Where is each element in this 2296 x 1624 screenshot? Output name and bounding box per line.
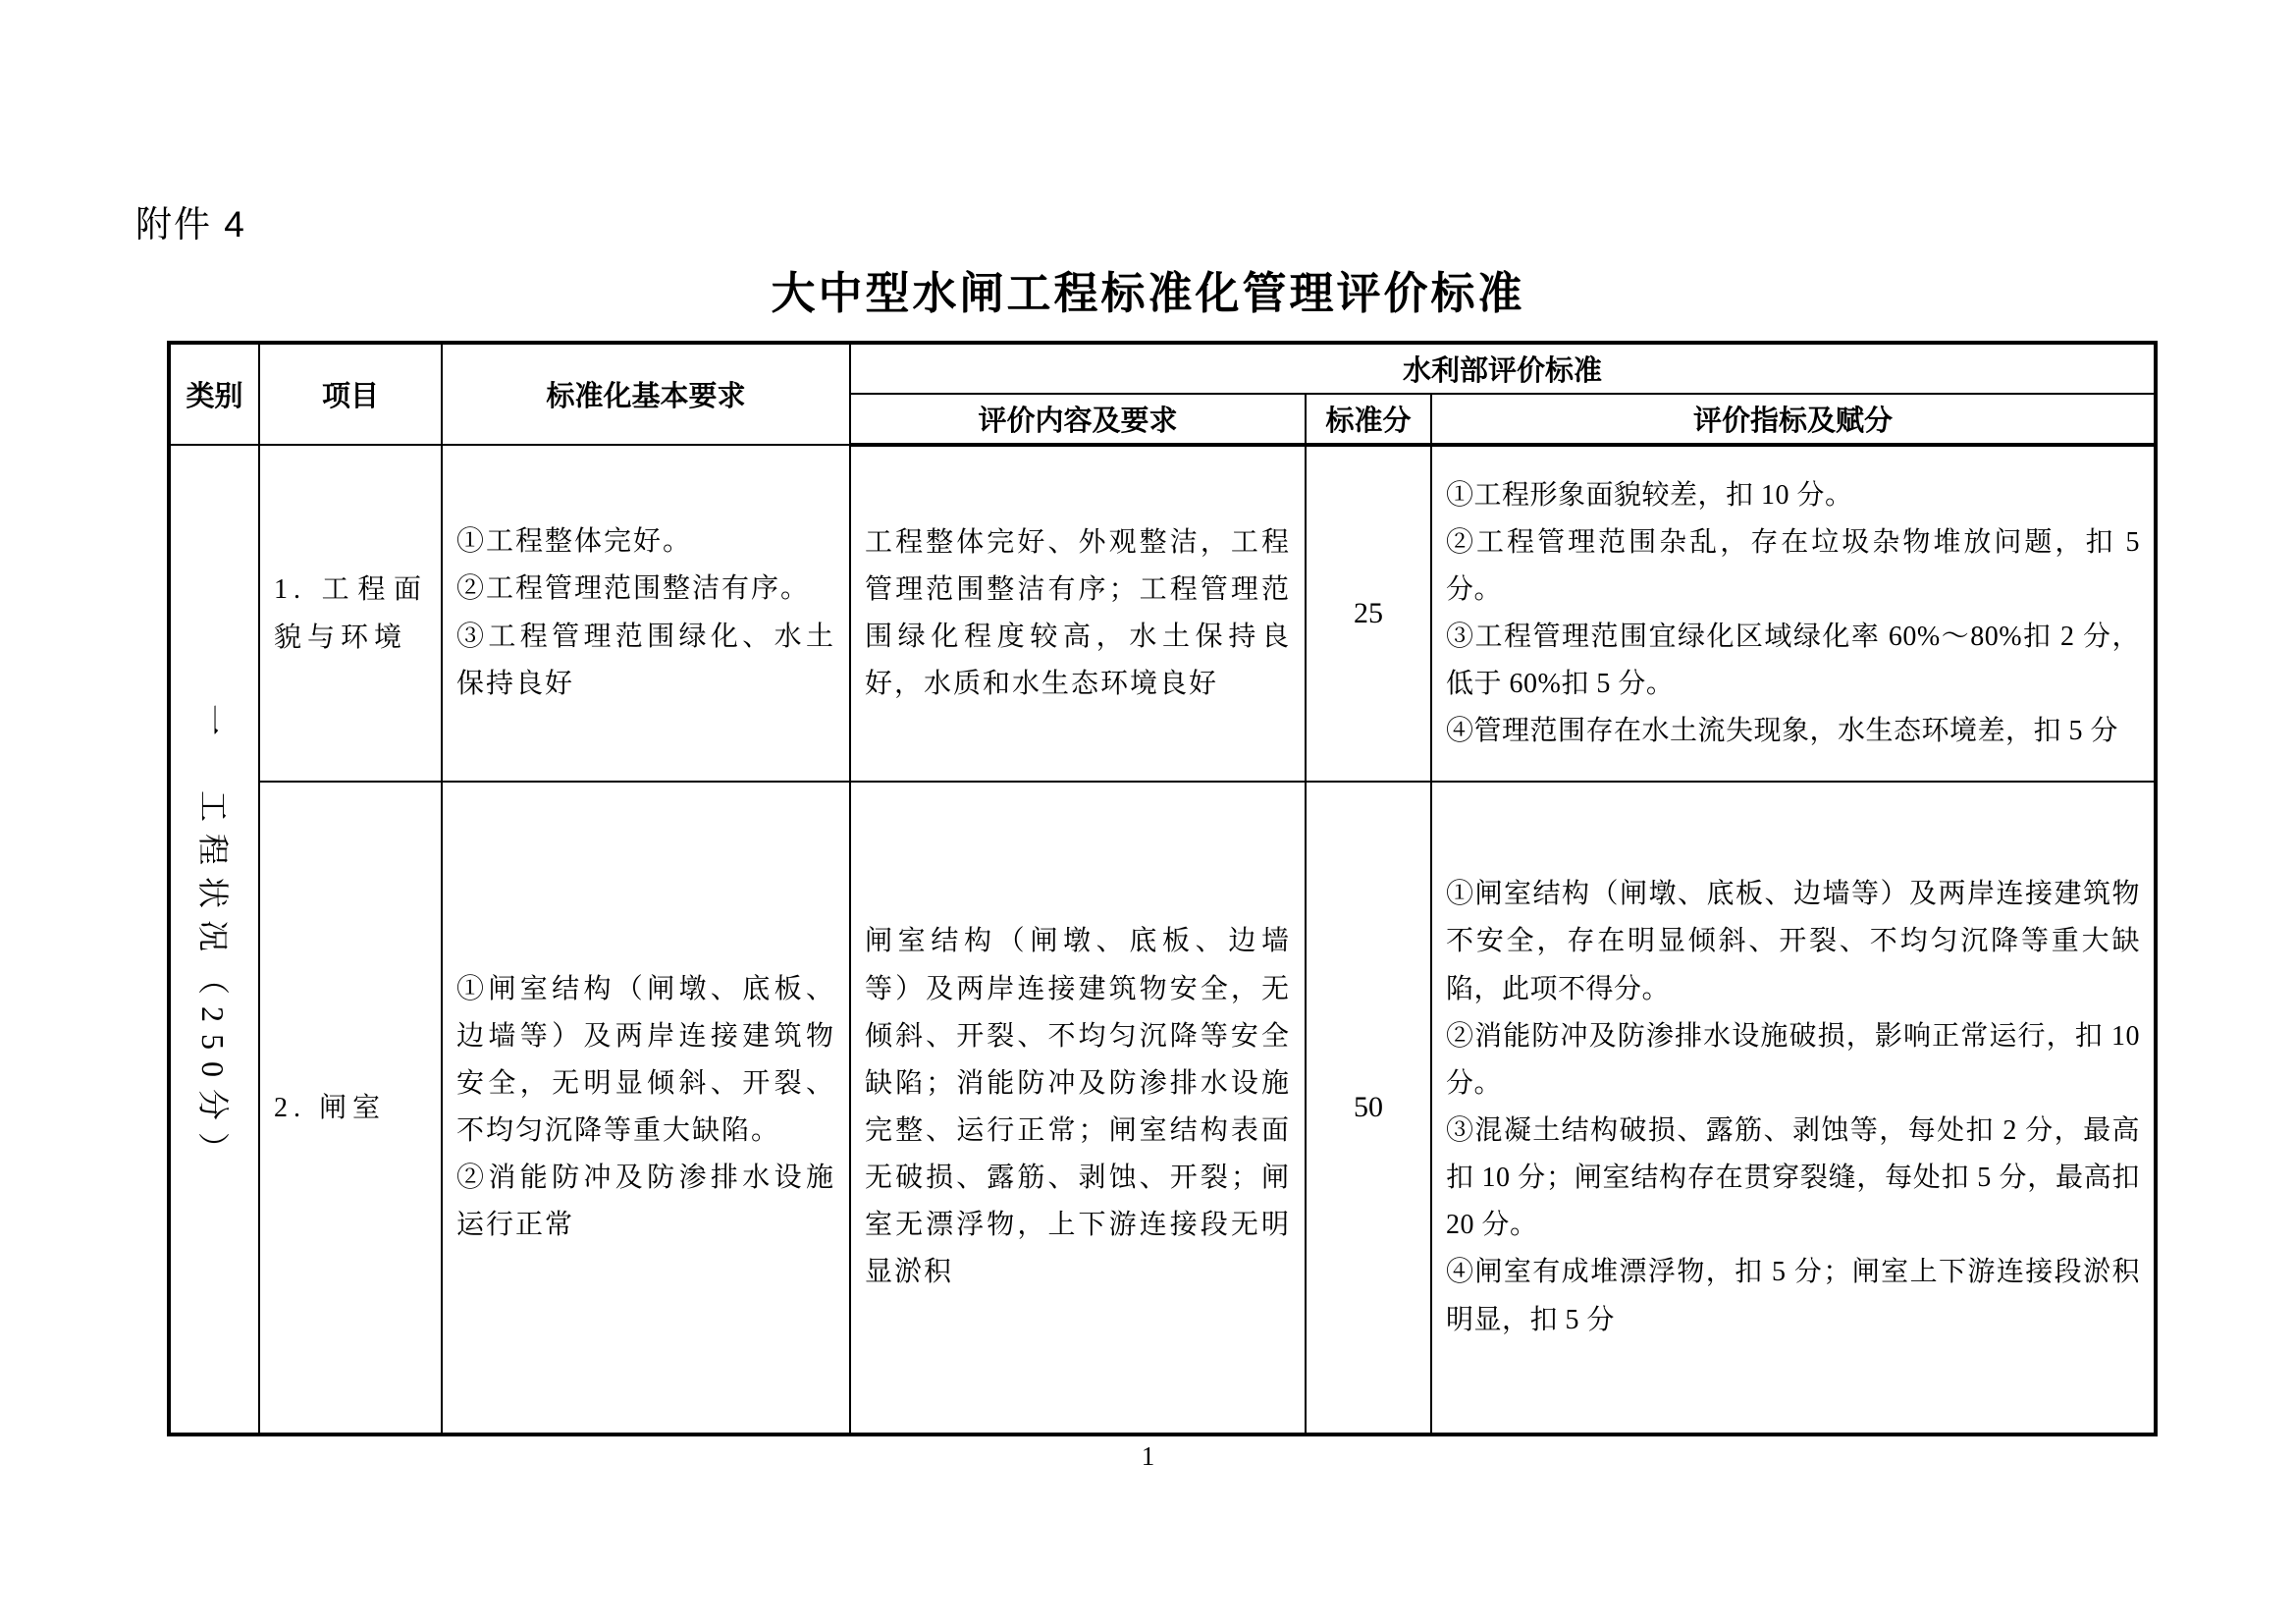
eval-content-cell: 工程整体完好、外观整洁，工程管理范围整洁有序；工程管理范围绿化程度较高，水土保持良好，水质和水生态环境良好 xyxy=(850,445,1306,782)
basic-requirements-cell xyxy=(442,782,850,1435)
header-item: 项目 xyxy=(259,343,442,445)
basic-req-line: ①闸室结构（闸墩、底板、边墙等）及两岸连接建筑物安全，无明显倾斜、开裂、不均匀沉降等重大缺陷。 xyxy=(456,973,835,1146)
table-row xyxy=(169,445,2156,782)
item-cell: 1. 工程面貌与环境 xyxy=(259,445,442,782)
standard-score-cell: 50 xyxy=(1306,782,1431,1435)
indicator-line: ③工程管理范围宜绿化区域绿化率 60%～80%扣 2 分，低于 60%扣 5 分。 xyxy=(1446,622,2140,700)
indicator-line: ②工程管理范围杂乱，存在垃圾杂物堆放问题，扣 5 分。 xyxy=(1446,526,2140,605)
header-eval-content: 评价内容及要求 xyxy=(850,394,1306,445)
indicator-line: ①工程形象面貌较差，扣 10 分。 xyxy=(1446,479,1853,511)
item-cell: 2. 闸室 xyxy=(259,782,442,1435)
attachment-label: 附件 4 xyxy=(135,204,246,244)
header-ministry-group: 水利部评价标准 xyxy=(850,343,2156,394)
eval-content-cell: 闸室结构（闸墩、底板、边墙等）及两岸连接建筑物安全，无倾斜、开裂、不均匀沉降等安全缺陷；消能防冲及防渗排水设施完整、运行正常；闸室结构表面无破损、露筋、剥蚀、开裂；闸室无漂浮物，上下游连接段无明显淤积 xyxy=(850,782,1306,1435)
header-category: 类别 xyxy=(169,343,259,445)
header-standard-score: 标准分 xyxy=(1306,394,1431,445)
basic-requirements-cell xyxy=(442,445,850,782)
indicator-line: ④管理范围存在水土流失现象，水生态环境差，扣 5 分 xyxy=(1446,716,2119,747)
indicator-line: ②消能防冲及防渗排水设施破损，影响正常运行，扣 10 分。 xyxy=(1446,1020,2140,1099)
document-title: 大中型水闸工程标准化管理评价标准 xyxy=(771,268,1525,318)
standard-score-cell: 25 xyxy=(1306,445,1431,782)
basic-req-line: ②工程管理范围整洁有序。 xyxy=(456,573,811,605)
basic-req-line: ②消能防冲及防渗排水设施运行正常 xyxy=(456,1163,835,1241)
header-basic-requirements: 标准化基本要求 xyxy=(442,343,850,445)
basic-req-line: ③工程管理范围绿化、水土保持良好 xyxy=(456,621,835,699)
indicator-line: ④闸室有成堆漂浮物，扣 5 分；闸室上下游连接段淤积明显，扣 5 分 xyxy=(1446,1257,2140,1335)
indicator-line: ③混凝土结构破损、露筋、剥蚀等，每处扣 2 分，最高扣 10 分；闸室结构存在贯穿裂缝，每处扣 5 分，最高扣 20 分。 xyxy=(1446,1115,2140,1241)
basic-req-line: ①工程整体完好。 xyxy=(456,526,693,558)
table-row xyxy=(169,782,2156,1435)
indicators-cell xyxy=(1431,782,2156,1435)
indicators-cell xyxy=(1431,445,2156,782)
header-indicators: 评价指标及赋分 xyxy=(1431,394,2156,445)
page-number: 1 xyxy=(1141,1441,1155,1471)
indicator-line: ①闸室结构（闸墩、底板、边墙等）及两岸连接建筑物不安全，存在明显倾斜、开裂、不均匀沉降等重大缺陷，此项不得分。 xyxy=(1446,879,2140,1004)
evaluation-standards-table xyxy=(167,341,2158,1436)
category-cell xyxy=(169,445,259,1435)
category-vertical-label: 一 工程状况（250分） xyxy=(194,703,231,1175)
